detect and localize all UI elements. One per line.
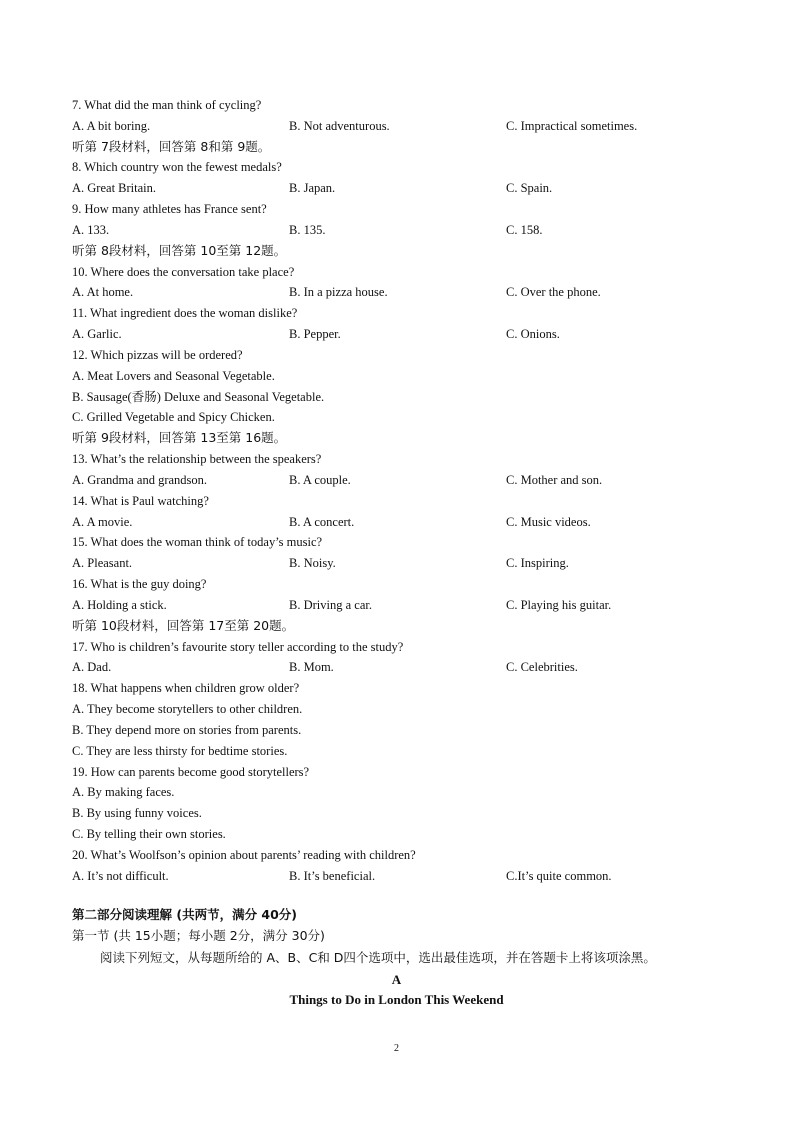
section1-title: 第一节 (共 15小题；每小题 2分，满分 30分) [72,928,325,943]
question-line: C. They are less thirsty for bedtime stories. [72,743,288,758]
question-line: 10. Where does the conversation take place? [72,264,295,279]
question-line: 19. How can parents become good storytellers? [72,764,310,779]
option-b: B. Not adventurous. [289,118,390,133]
option-a: A. Pleasant. [72,556,133,571]
option-b: B. 135. [289,222,326,237]
option-c: C. Inspiring. [506,556,569,571]
option-b: B. Noisy. [289,556,336,571]
option-b: B. A couple. [289,472,351,487]
option-c: C. Playing his guitar. [506,597,612,612]
question-line: 12. Which pizzas will be ordered? [72,347,243,362]
question-line: 20. What’s Woolfson’s opinion about parents’ reading with children? [72,847,416,862]
option-a: A. A bit boring. [72,118,151,133]
question-line: 8. Which country won the fewest medals? [72,160,282,175]
option-a: A. Dad. [72,660,112,675]
option-b: B. It’s beneficial. [289,868,376,883]
option-b: B. In a pizza house. [289,285,388,300]
section-heading: 听第 9段材料，回答第 13至第 16题。 [72,430,287,446]
question-line: A. By making faces. [72,785,175,800]
question-line: 15. What does the woman think of today’s music? [72,535,323,550]
option-c: C. Onions. [506,327,560,342]
question-line: 9. How many athletes has France sent? [72,202,267,217]
option-a: A. Holding a stick. [72,597,167,612]
option-c: C. Impractical sometimes. [506,118,638,133]
question-line: A. Meat Lovers and Seasonal Vegetable. [72,368,275,383]
question-line: B. Sausage(香肠) Deluxe and Seasonal Vegetable. [72,389,325,404]
question-line: 13. What’s the relationship between the speakers? [72,452,322,467]
question-line: 18. What happens when children grow older? [72,681,300,696]
section2-title: 第二部分阅读理解 (共两节，满分 40分) [72,907,298,922]
option-a: A. A movie. [72,514,133,529]
option-b: B. Pepper. [289,327,341,342]
question-line: 11. What ingredient does the woman dislike? [72,306,298,321]
option-b: B. A concert. [289,514,355,529]
option-a: A. Grandma and grandson. [72,472,208,487]
question-line: A. They become storytellers to other children. [72,702,303,717]
question-line: 17. Who is children’s favourite story teller according to the study? [72,639,404,654]
option-a: A. Garlic. [72,327,122,342]
option-c: C. Music videos. [506,514,591,529]
reading-instructions: 阅读下列短文，从每题所给的 A、B、C和 D四个选项中，选出最佳选项，并在答题卡上将该项涂黑。 [100,950,656,965]
passage-title: Things to Do in London This Weekend [289,992,504,1007]
section-heading: 听第 10段材料，回答第 17至第 20题。 [72,617,295,633]
question-line: B. They depend more on stories from parents. [72,722,302,737]
option-c: C. 158. [506,222,543,237]
option-a: A. At home. [72,285,134,300]
question-line: C. By telling their own stories. [72,827,226,842]
option-a: A. Great Britain. [72,181,157,196]
option-a: A. 133. [72,222,110,237]
question-line: B. By using funny voices. [72,806,202,821]
option-c: C. Spain. [506,181,553,196]
passage-label: A [391,972,402,987]
option-b: B. Japan. [289,181,336,196]
option-a: A. It’s not difficult. [72,868,169,883]
option-c: C.It’s quite common. [506,868,612,883]
option-b: B. Driving a car. [289,597,372,612]
option-c: C. Mother and son. [506,472,603,487]
page-number: 2 [394,1043,399,1054]
option-c: C. Celebrities. [506,660,578,675]
question-line: C. Grilled Vegetable and Spicy Chicken. [72,410,275,425]
option-b: B. Mom. [289,660,334,675]
section-heading: 听第 7段材料，回答第 8和第 9题。 [72,138,271,154]
section-heading: 听第 8段材料，回答第 10至第 12题。 [72,242,287,258]
question-line: 7. What did the man think of cycling? [72,98,262,112]
question-line: 16. What is the guy doing? [72,577,207,592]
option-c: C. Over the phone. [506,285,601,300]
question-line: 14. What is Paul watching? [72,493,209,508]
